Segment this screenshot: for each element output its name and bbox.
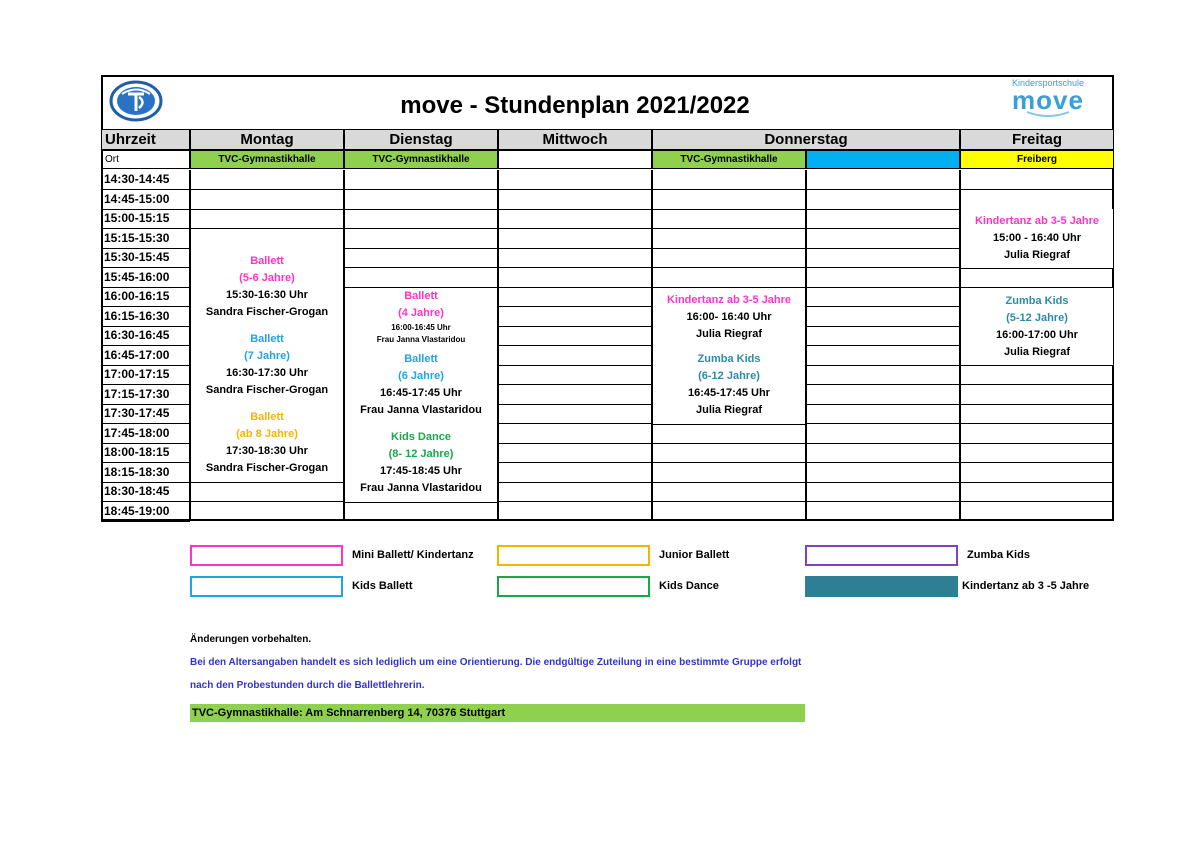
grid-cell bbox=[806, 268, 960, 288]
grid-cell bbox=[498, 463, 652, 483]
time-slot: 17:15-17:30 bbox=[101, 385, 190, 405]
grid-cell bbox=[960, 404, 1114, 424]
header-mittwoch: Mittwoch bbox=[498, 129, 652, 150]
header-montag: Montag bbox=[190, 129, 344, 150]
class-time: 17:45-18:45 Uhr bbox=[380, 465, 462, 477]
grid-cell bbox=[960, 385, 1114, 405]
grid-cell bbox=[806, 248, 960, 268]
grid-cell bbox=[344, 502, 498, 521]
class-time: 17:30-18:30 Uhr bbox=[226, 445, 308, 457]
legend-swatch-mini-ballett bbox=[190, 545, 343, 566]
grid-cell bbox=[498, 190, 652, 210]
class-block-montag-3[interactable] bbox=[190, 404, 344, 483]
grid-cell bbox=[498, 443, 652, 463]
grid-cell bbox=[806, 404, 960, 424]
grid-cell bbox=[806, 170, 960, 190]
class-block-donnerstag-2[interactable] bbox=[652, 346, 806, 425]
class-block-freitag-2[interactable] bbox=[960, 287, 1114, 366]
grid-cell bbox=[498, 268, 652, 288]
grid-cell bbox=[344, 209, 498, 229]
grid-cell bbox=[190, 209, 344, 229]
grid-cell bbox=[960, 365, 1114, 385]
legend-label-kids-dance: Kids Dance bbox=[659, 580, 719, 592]
legend-label-junior-ballett: Junior Ballett bbox=[659, 549, 730, 561]
grid-cell bbox=[806, 443, 960, 463]
class-teacher: Julia Riegraf bbox=[695, 327, 763, 340]
grid-cell bbox=[498, 248, 652, 268]
grid-cell bbox=[806, 365, 960, 385]
grid-cell bbox=[498, 482, 652, 502]
time-slot: 15:45-16:00 bbox=[101, 268, 190, 288]
class-title: Ballett bbox=[250, 333, 284, 345]
class-teacher: Frau Janna Vlastaridou bbox=[376, 335, 466, 344]
grid-cell bbox=[344, 190, 498, 210]
grid-cell bbox=[498, 365, 652, 385]
class-title: Kindertanz ab 3-5 Jahre bbox=[974, 215, 1100, 227]
time-slot: 16:15-16:30 bbox=[101, 307, 190, 327]
tvc-logo-icon bbox=[108, 80, 164, 122]
grid-cell bbox=[652, 482, 806, 502]
time-slot: 16:45-17:00 bbox=[101, 346, 190, 366]
grid-cell bbox=[960, 424, 1114, 444]
grid-cell bbox=[190, 482, 344, 502]
grid-cell bbox=[960, 190, 1114, 210]
grid-cell bbox=[344, 170, 498, 190]
class-time: 16:00- 16:40 Uhr bbox=[686, 310, 772, 323]
class-block-dienstag-3[interactable] bbox=[344, 424, 498, 503]
class-block-montag-2[interactable] bbox=[190, 326, 344, 405]
time-slot: 17:45-18:00 bbox=[101, 424, 190, 444]
legend-swatch-junior-ballett bbox=[497, 545, 650, 566]
grid-cell bbox=[652, 209, 806, 229]
grid-cell bbox=[806, 190, 960, 210]
note-age-line-1: Bei den Altersangaben handelt es sich lediglich um eine Orientierung. Die endgültige Zuteilung in eine bestimmte Gruppe erfolgt bbox=[190, 657, 802, 668]
class-age: (6 Jahre) bbox=[398, 370, 444, 382]
grid-cell bbox=[498, 326, 652, 346]
time-slot: 14:45-15:00 bbox=[101, 190, 190, 210]
grid-cell bbox=[960, 170, 1114, 190]
class-block-freitag-1[interactable] bbox=[960, 209, 1114, 269]
move-logo bbox=[1002, 77, 1094, 125]
grid-cell bbox=[498, 170, 652, 190]
time-slot: 16:00-16:15 bbox=[101, 287, 190, 307]
legend-swatch-kids-dance bbox=[497, 576, 650, 597]
grid-cell bbox=[190, 229, 344, 249]
class-title: Ballett bbox=[250, 255, 284, 267]
class-time: 15:30-16:30 Uhr bbox=[226, 289, 308, 301]
grid-cell bbox=[498, 209, 652, 229]
legend-label-zumba-kids: Zumba Kids bbox=[967, 549, 1030, 561]
header-dienstag: Dienstag bbox=[344, 129, 498, 150]
grid-cell bbox=[652, 229, 806, 249]
class-teacher: Frau Janna Vlastaridou bbox=[360, 482, 482, 494]
legend-swatch-zumba-kids bbox=[805, 545, 958, 566]
class-title: Ballett bbox=[250, 411, 284, 423]
grid-cell bbox=[806, 385, 960, 405]
grid-cell bbox=[806, 502, 960, 521]
class-title: Ballett bbox=[404, 353, 438, 365]
note-changes: Änderungen vorbehalten. bbox=[190, 634, 312, 645]
location-donnerstag: TVC-Gymnastikhalle bbox=[652, 150, 806, 169]
class-teacher: Sandra Fischer-Grogan bbox=[205, 384, 329, 396]
time-slot: 18:45-19:00 bbox=[101, 502, 190, 522]
grid-cell bbox=[652, 190, 806, 210]
grid-cell bbox=[806, 209, 960, 229]
time-slot: 15:00-15:15 bbox=[101, 209, 190, 229]
grid-cell bbox=[652, 248, 806, 268]
time-slot: 14:30-14:45 bbox=[101, 170, 190, 190]
grid-cell bbox=[344, 229, 498, 249]
note-age-line-2: nach den Probestunden durch die Ballettlehrerin. bbox=[190, 680, 425, 691]
class-age: (6-12 Jahre) bbox=[698, 370, 760, 382]
grid-cell bbox=[652, 170, 806, 190]
grid-cell bbox=[806, 326, 960, 346]
class-age: (8- 12 Jahre) bbox=[388, 448, 454, 460]
class-time: 16:30-17:30 Uhr bbox=[226, 367, 308, 379]
grid-cell bbox=[960, 443, 1114, 463]
grid-cell bbox=[960, 502, 1114, 521]
grid-cell bbox=[960, 463, 1114, 483]
grid-cell bbox=[498, 287, 652, 307]
legend-label-kindertanz: Kindertanz ab 3 -5 Jahre bbox=[962, 580, 1090, 592]
grid-cell bbox=[344, 268, 498, 288]
grid-cell bbox=[498, 385, 652, 405]
move-logo-word: move bbox=[1012, 85, 1084, 115]
grid-cell bbox=[652, 502, 806, 521]
page-title: move - Stundenplan 2021/2022 bbox=[400, 92, 750, 119]
class-teacher: Sandra Fischer-Grogan bbox=[205, 306, 329, 318]
grid-cell bbox=[652, 268, 806, 288]
grid-cell bbox=[498, 229, 652, 249]
grid-cell bbox=[806, 482, 960, 502]
time-slot: 15:15-15:30 bbox=[101, 229, 190, 249]
grid-cell bbox=[344, 248, 498, 268]
grid-cell bbox=[806, 307, 960, 327]
time-slot: 17:00-17:15 bbox=[101, 365, 190, 385]
class-title: Ballett bbox=[404, 290, 438, 302]
class-age: (ab 8 Jahre) bbox=[236, 428, 298, 440]
class-title: Zumba Kids bbox=[1005, 294, 1069, 307]
grid-cell bbox=[652, 463, 806, 483]
class-time: 15:00 - 16:40 Uhr bbox=[992, 232, 1082, 244]
class-time: 16:45-17:45 Uhr bbox=[688, 387, 770, 399]
time-slot: 18:15-18:30 bbox=[101, 463, 190, 483]
grid-cell bbox=[806, 463, 960, 483]
grid-cell bbox=[806, 287, 960, 307]
legend-swatch-kids-ballett bbox=[190, 576, 343, 597]
grid-cell bbox=[960, 268, 1114, 288]
class-block-montag-1[interactable] bbox=[190, 248, 344, 327]
class-time: 16:00-17:00 Uhr bbox=[996, 328, 1078, 341]
grid-cell bbox=[190, 170, 344, 190]
class-title: Zumba Kids bbox=[697, 353, 761, 365]
grid-cell bbox=[498, 502, 652, 521]
class-time: 16:45-17:45 Uhr bbox=[380, 387, 462, 399]
location-donnerstag-2 bbox=[806, 150, 960, 169]
class-title: Kindertanz ab 3-5 Jahre bbox=[666, 293, 792, 306]
class-age: (5-6 Jahre) bbox=[239, 272, 295, 284]
time-slot: 17:30-17:45 bbox=[101, 404, 190, 424]
grid-cell bbox=[806, 424, 960, 444]
location-dienstag: TVC-Gymnastikhalle bbox=[344, 150, 498, 169]
grid-cell bbox=[498, 424, 652, 444]
class-teacher: Julia Riegraf bbox=[1003, 345, 1071, 358]
grid-cell bbox=[190, 190, 344, 210]
time-slot: 15:30-15:45 bbox=[101, 248, 190, 268]
class-teacher: Julia Riegraf bbox=[1003, 249, 1071, 261]
class-block-donnerstag-1[interactable] bbox=[652, 287, 806, 347]
location-mittwoch bbox=[498, 150, 652, 169]
header-freitag: Freitag bbox=[960, 129, 1114, 150]
address-bar: TVC-Gymnastikhalle: Am Schnarrenberg 14, 70376 Stuttgart bbox=[190, 704, 805, 722]
legend-label-mini-ballett: Mini Ballett/ Kindertanz bbox=[352, 549, 474, 561]
header-donnerstag: Donnerstag bbox=[652, 129, 960, 150]
grid-cell bbox=[652, 443, 806, 463]
legend-label-kids-ballett: Kids Ballett bbox=[352, 580, 413, 592]
class-teacher: Julia Riegraf bbox=[695, 404, 763, 416]
class-block-dienstag-1[interactable] bbox=[344, 287, 498, 347]
grid-cell bbox=[190, 502, 344, 521]
class-teacher: Frau Janna Vlastaridou bbox=[360, 404, 482, 416]
time-slot: 18:00-18:15 bbox=[101, 443, 190, 463]
grid-cell bbox=[806, 346, 960, 366]
class-age: (4 Jahre) bbox=[398, 307, 444, 319]
grid-cell bbox=[960, 482, 1114, 502]
location-freitag: Freiberg bbox=[960, 150, 1114, 169]
time-slot: 18:30-18:45 bbox=[101, 482, 190, 502]
time-slot: 16:30-16:45 bbox=[101, 326, 190, 346]
location-label: Ort bbox=[101, 150, 190, 169]
legend-swatch-kindertanz bbox=[805, 576, 958, 597]
class-time: 16:00-16:45 Uhr bbox=[391, 323, 451, 332]
location-montag: TVC-Gymnastikhalle bbox=[190, 150, 344, 169]
class-block-dienstag-2[interactable] bbox=[344, 346, 498, 425]
class-age: (5-12 Jahre) bbox=[1006, 311, 1068, 324]
class-age: (7 Jahre) bbox=[244, 350, 290, 362]
grid-cell bbox=[806, 229, 960, 249]
move-logo-subtitle: Kindersportschule bbox=[1011, 78, 1085, 88]
class-teacher: Sandra Fischer-Grogan bbox=[205, 462, 329, 474]
grid-cell bbox=[498, 307, 652, 327]
class-title: Kids Dance bbox=[391, 431, 451, 443]
grid-cell bbox=[652, 424, 806, 444]
header-uhrzeit: Uhrzeit bbox=[101, 129, 190, 150]
grid-cell bbox=[498, 404, 652, 424]
grid-cell bbox=[498, 346, 652, 366]
